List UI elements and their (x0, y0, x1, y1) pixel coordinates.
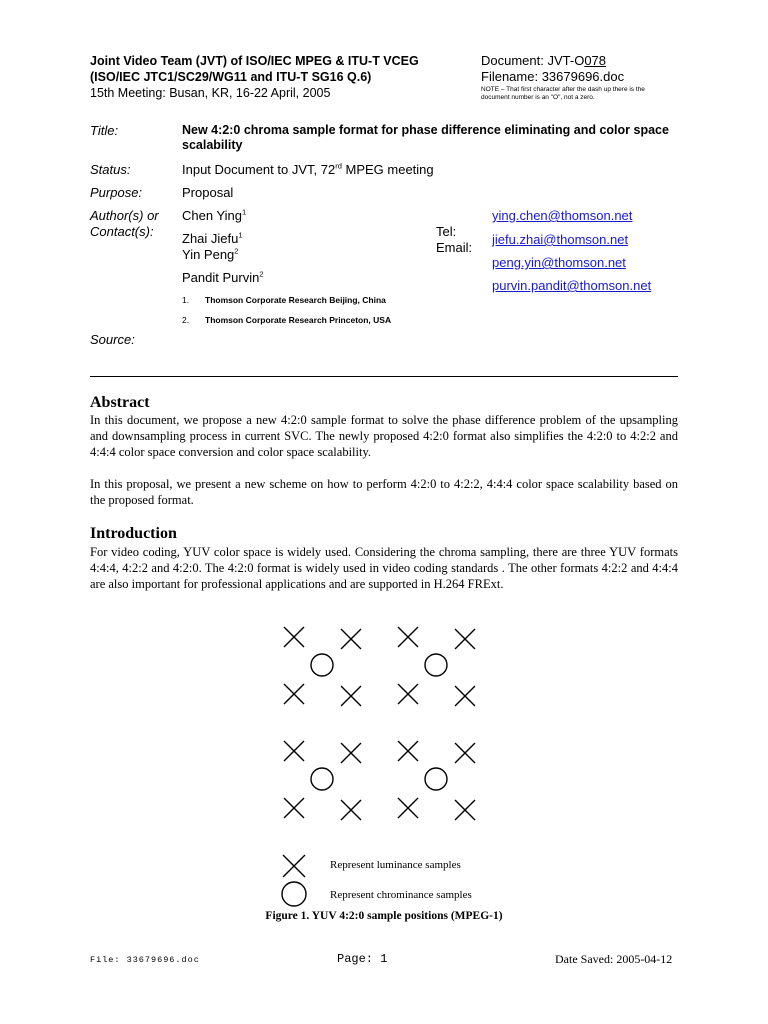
introduction-heading: Introduction (90, 525, 177, 542)
author-name: Yin Peng$^2$ (182, 246, 239, 262)
abstract-heading: Abstract (90, 394, 150, 411)
luma-sample-cross (455, 629, 475, 649)
author-name: Pandit Purvin$^2$ (182, 269, 264, 285)
affiliation: Thomson Corporate Research Princeton, USA (205, 315, 392, 325)
luma-sample-cross (284, 798, 304, 818)
chroma-sample-circle (425, 654, 447, 676)
chroma-sample-circle (311, 654, 333, 676)
document-note: NOTE – That first character after the dash up there is the document number is an "O", not a zero. (481, 86, 645, 101)
luma-sample-cross (284, 684, 304, 704)
figure-caption: Figure 1. YUV 4:2:0 sample positions (MPEG-1) (265, 910, 503, 922)
document-info (481, 53, 681, 102)
affiliation-number: 2. (182, 315, 190, 325)
luma-sample-cross (398, 798, 418, 818)
affiliation-number: 1. (182, 295, 190, 305)
abstract-paragraph: In this proposal, we present a new scheme on how to perform 4:2:0 to 4:2:2, 4:4:4 color space scalability based on the proposed format. (90, 477, 678, 507)
filename: Filename: 33679696.doc (481, 69, 625, 84)
luma-sample-cross (341, 686, 361, 706)
author-name: Zhai Jiefu$^1$ (182, 230, 243, 246)
email-label: Email: (436, 240, 473, 255)
luma-sample-cross (341, 629, 361, 649)
document-id: Document: JVT-O078 (481, 53, 607, 68)
luma-sample-cross (341, 800, 361, 820)
email-link[interactable]: peng.yin@thomson.net (492, 255, 626, 270)
status-label: Status: (90, 162, 131, 177)
luma-sample-cross (455, 743, 475, 763)
luma-sample-cross (398, 627, 418, 647)
tel-label: Tel: (436, 224, 457, 239)
footer-date-saved: Date Saved: 2005-04-12 (555, 952, 673, 966)
introduction-paragraph: For video coding, YUV color space is widely used. Considering the chroma sampling, there are three YUV formats 4:4:4, 4:2:2 and 4:2:0. The 4:2:0 format is widely used in video coding standards . The other formats 4:2:2 and 4:4:4 are also important for professional applications and are supported in H.264 FRExt. (90, 545, 678, 591)
legend-luma-icon (283, 855, 305, 877)
email-link[interactable]: purvin.pandit@thomson.net (492, 278, 652, 293)
header-line-1: Joint Video Team (JVT) of ISO/IEC MPEG & ITU-T VCEG (90, 54, 419, 68)
luma-sample-cross (398, 684, 418, 704)
document-number: 078 (584, 53, 607, 68)
abstract-paragraph: In this document, we propose a new 4:2:0 sample format to solve the phase difference problem of the upsampling and downsampling process in current SVC. The newly proposed 4:2:0 format also simplifies the 4:2:0 to 4:2:2 and 4:4:4 color space conversion and color space scalability. (90, 413, 678, 459)
document-title: New 4:2:0 chroma sample format for phase difference eliminating and color space scalability (182, 123, 669, 152)
title-label: Title: (90, 123, 119, 138)
luma-sample-cross (284, 627, 304, 647)
footer-filename: File: 33679696.doc (90, 955, 200, 965)
legend-chrominance: Represent chrominance samples (330, 889, 472, 901)
chroma-sample-circle (311, 768, 333, 790)
status-value: Input Document to JVT, 72rd MPEG meeting (182, 161, 434, 177)
legend-chroma-icon (282, 882, 306, 906)
email-link[interactable]: jiefu.zhai@thomson.net (492, 232, 629, 247)
affiliation: Thomson Corporate Research Beijing, China (205, 295, 386, 305)
footer-page-number: Page: 1 (337, 952, 388, 966)
purpose-value: Proposal (182, 185, 234, 200)
jvt-header (90, 53, 470, 101)
luma-sample-cross (455, 686, 475, 706)
email-link[interactable]: ying.chen@thomson.net (492, 208, 633, 223)
header-line-2: (ISO/IEC JTC1/SC29/WG11 and ITU-T SG16 Q.6) (90, 70, 372, 84)
source-label: Source: (90, 332, 135, 347)
contact-labels (436, 224, 472, 256)
header-meeting: 15th Meeting: Busan, KR, 16-22 April, 2005 (90, 86, 331, 100)
luma-sample-cross (341, 743, 361, 763)
authors-label: Author(s) or Contact(s): (90, 208, 159, 239)
purpose-label: Purpose: (90, 185, 143, 200)
divider (90, 376, 678, 377)
luma-sample-cross (398, 741, 418, 761)
chroma-sample-circle (425, 768, 447, 790)
author-name: Chen Ying$^1$ (182, 207, 247, 223)
luma-sample-cross (455, 800, 475, 820)
legend-luminance: Represent luminance samples (330, 859, 461, 871)
luma-sample-cross (284, 741, 304, 761)
